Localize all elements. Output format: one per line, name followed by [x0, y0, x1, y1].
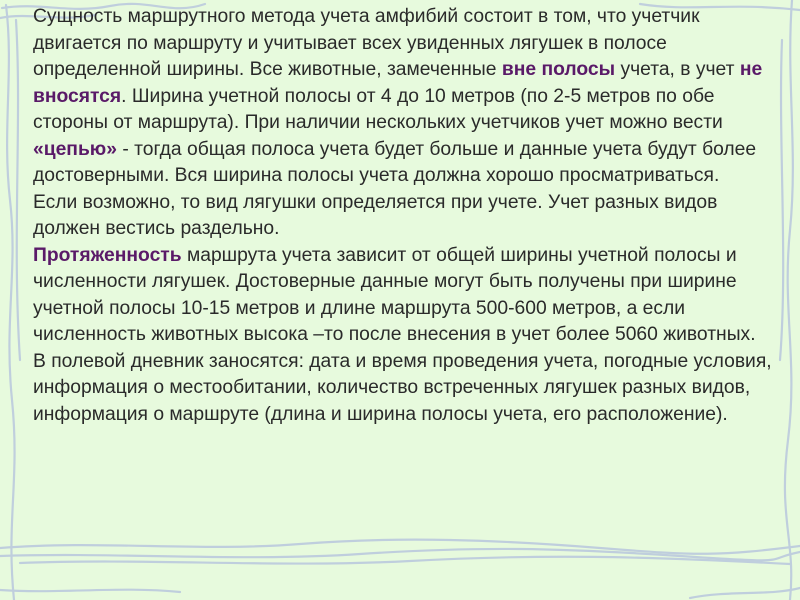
- paragraph-species: Если возможно, то вид лягушки определяется при учете. Учет разных видов должен вестись раздельно.: [33, 191, 718, 239]
- bottom-swash-3: [20, 557, 790, 564]
- text-run: . Ширина учетной полосы от 4 до 10 метров (по 2-5 метров по обе стороны от маршрута). При наличии нескольких учетчиков учет можно вести: [33, 85, 723, 133]
- text-run: маршрута учета зависит от общей ширины учетной полосы и численности лягушек. Достоверные данные могут быть получены при ширине учетной полосы 10-15 метров и длине маршрута 500-600 метров, а если численность животных высока –то после внесения в учет более 5060 животных.: [33, 244, 756, 345]
- paragraph-field-diary: В полевой дневник заносятся: дата и время проведения учета, погодные условия, информация о местообитании, количество встреченных лягушек разных видов, информация о маршруте (длина и ширина полосы учета, его расположение).: [33, 350, 772, 425]
- slide-text: [33, 4, 783, 428]
- paragraph-method-essence: [33, 4, 783, 190]
- emphasis-not-counted: не вносятся: [33, 59, 763, 107]
- emphasis-length: Протяженность: [33, 244, 182, 266]
- emphasis-outside-strip: вне полосы: [501, 59, 616, 80]
- text-run: учета, в учет: [615, 59, 740, 80]
- emphasis-chain: «цепью»: [33, 138, 117, 160]
- paragraph-route-length: [33, 243, 783, 349]
- bottom-right-swash: [690, 588, 800, 598]
- text-run: Сущность маршрутного метода учета амфибий состоит в том, что учетчик двигается по маршруту и учитывает всех увиденных лягушек в полосе определенной ширины. Все животные, замеченные: [33, 6, 700, 80]
- text-run: - тогда общая полоса учета будет больше и данные учета будут более достоверными. Вся ширина полосы учета должна хорошо просматриваться.: [33, 138, 757, 186]
- left-edge-swash-2: [16, 20, 20, 360]
- right-edge-swash: [785, 0, 793, 600]
- left-edge-swash: [6, 5, 15, 600]
- bottom-swash-4: [0, 590, 180, 592]
